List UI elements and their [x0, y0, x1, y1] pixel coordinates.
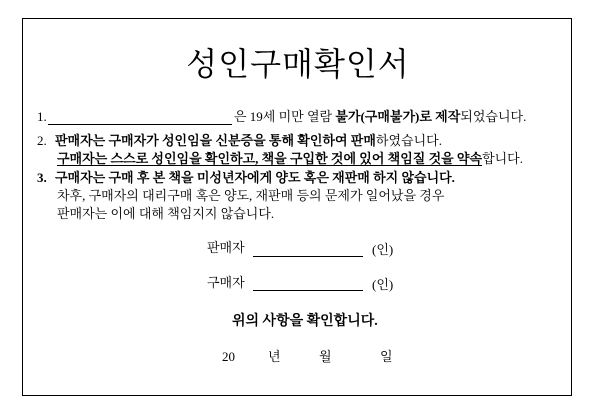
clause-1-text-bold: 불가(구매불가)로 제작 [335, 109, 461, 124]
clause-2-line-2-underlined: 구매자는 스스로 성인임을 확인하고, 책을 구입한 것에 있어 책임질 것을 약속 [57, 151, 483, 166]
date-year-prefix: 20 [222, 349, 235, 364]
clause-3-line-2: 차후, 구매자의 대리구매 혹은 양도, 재판매 등의 문제가 일어났을 경우 [57, 188, 445, 203]
clause-1-text [234, 109, 526, 125]
clause-1-number: 1. [37, 109, 47, 124]
book-title-blank[interactable] [48, 124, 232, 125]
clause-1-text-b: 되었습니다. [460, 109, 527, 124]
clause-2-line-2 [57, 151, 523, 167]
date-day-unit: 일 [380, 349, 393, 364]
buyer-label: 구매자 [207, 275, 245, 290]
clause-3-line-3: 판매자는 이에 대해 책임지지 않습니다. [57, 206, 275, 221]
clause-2-line-1 [55, 133, 442, 149]
clause-3-number: 3. [37, 170, 47, 185]
seller-seal-mark: (인) [372, 242, 394, 257]
form-title: 성인구매확인서 [186, 46, 410, 82]
buyer-seal-mark: (인) [372, 277, 394, 292]
date-year-unit: 년 [268, 349, 281, 364]
clause-3-line-1: 구매자는 구매 후 본 책을 미성년자에게 양도 혹은 재판매 하지 않습니다. [55, 170, 455, 185]
clause-2-line-1-rest: 하였습니다. [375, 133, 442, 148]
confirmation-statement: 위의 사항을 확인합니다. [232, 314, 378, 329]
clause-2-number: 2. [37, 133, 47, 148]
clause-2-line-1-bold: 판매자는 구매자가 성인임을 신분증을 통해 확인하여 판매 [55, 133, 376, 148]
date-month-unit: 월 [319, 349, 332, 364]
clause-2-line-2-rest: 합니다. [482, 151, 523, 166]
clause-1-text-a: 은 19세 미만 열람 [234, 109, 336, 124]
seller-label: 판매자 [207, 240, 245, 255]
buyer-signature-field[interactable] [253, 290, 363, 291]
seller-signature-field[interactable] [253, 256, 363, 257]
